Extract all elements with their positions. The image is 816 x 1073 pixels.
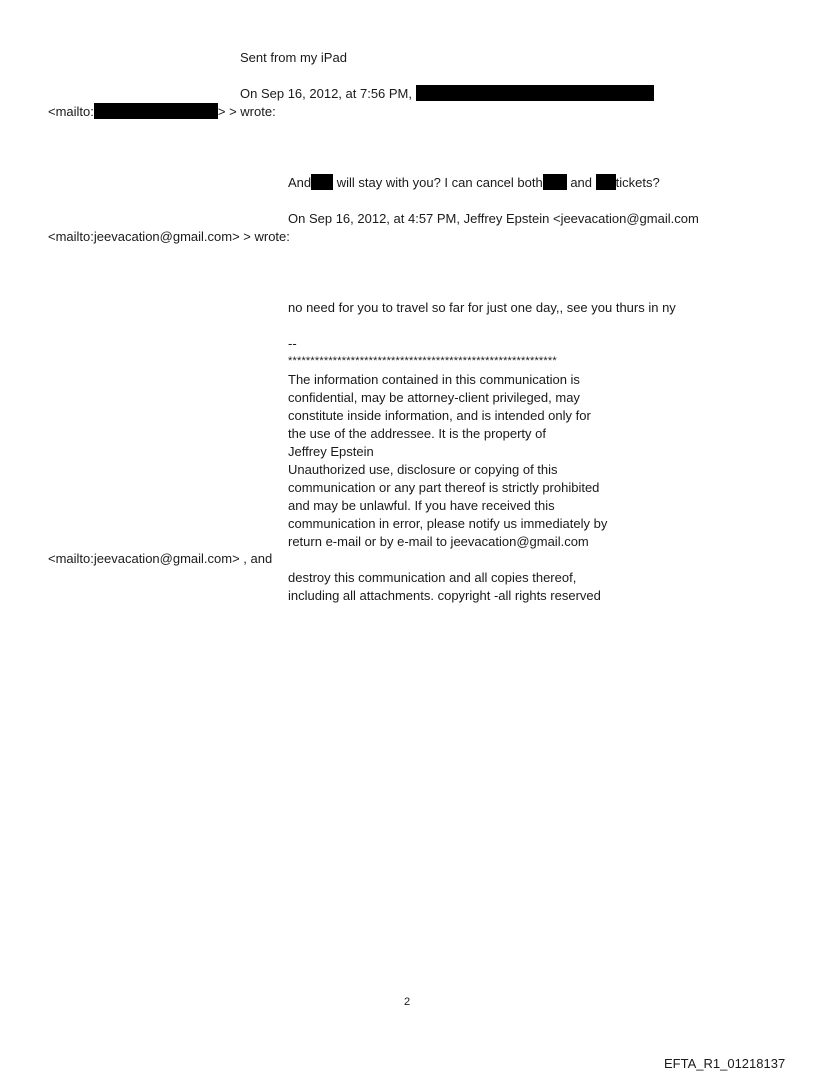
reply-mailto-line [48, 103, 276, 121]
signature-line: return e-mail or by e-mail to jeevacation@gmail.com [288, 534, 589, 549]
message-text: and [570, 175, 593, 190]
signature-line: Jeffrey Epstein [288, 444, 374, 459]
signature-line: communication in error, please notify us immediately by [288, 516, 608, 531]
redaction-block [416, 85, 654, 101]
signature-line: confidential, may be attorney-client privileged, may [288, 390, 580, 405]
mailto-suffix: > > wrote: [217, 104, 276, 119]
signature-dashes: -- [288, 336, 297, 351]
signature-mailto-line: <mailto:jeevacation@gmail.com> , and [48, 551, 273, 566]
mailto-prefix: <mailto: [48, 104, 94, 119]
message-text: And [288, 175, 312, 190]
signature-closing-line: including all attachments. copyright -all rights reserved [288, 588, 601, 603]
reply-header-line [240, 85, 654, 103]
document-id: EFTA_R1_01218137 [664, 1056, 786, 1071]
redaction-block [94, 103, 218, 119]
signature-line: the use of the addressee. It is the property of [288, 426, 546, 441]
signature-line: and may be unlawful. If you have received this [288, 498, 555, 513]
redaction-block [311, 174, 333, 190]
quoted-header-mailto-line: <mailto:jeevacation@gmail.com> > wrote: [48, 229, 290, 244]
signature-line: communication or any part thereof is strictly prohibited [288, 480, 600, 495]
signature-closing-line: destroy this communication and all copies thereof, [288, 570, 577, 585]
redaction-block [543, 174, 567, 190]
message-one-line [288, 174, 660, 192]
reply-header-text: On Sep 16, 2012, at 7:56 PM, [240, 86, 413, 101]
signature-line: Unauthorized use, disclosure or copying of this [288, 462, 558, 477]
message-two-line: no need for you to travel so far for just one day,, see you thurs in ny [288, 300, 676, 315]
page-number: 2 [404, 996, 411, 1008]
signature-line: The information contained in this communication is [288, 372, 580, 387]
sent-from-line: Sent from my iPad [240, 50, 347, 65]
message-text: will stay with you? I can cancel both [336, 175, 543, 190]
redaction-block [596, 174, 616, 190]
message-text: tickets? [615, 175, 660, 190]
quoted-header-line: On Sep 16, 2012, at 4:57 PM, Jeffrey Epstein <jeevacation@gmail.com [288, 211, 699, 226]
signature-line: constitute inside information, and is intended only for [288, 408, 591, 423]
signature-stars: ************************************************************ [288, 355, 557, 367]
